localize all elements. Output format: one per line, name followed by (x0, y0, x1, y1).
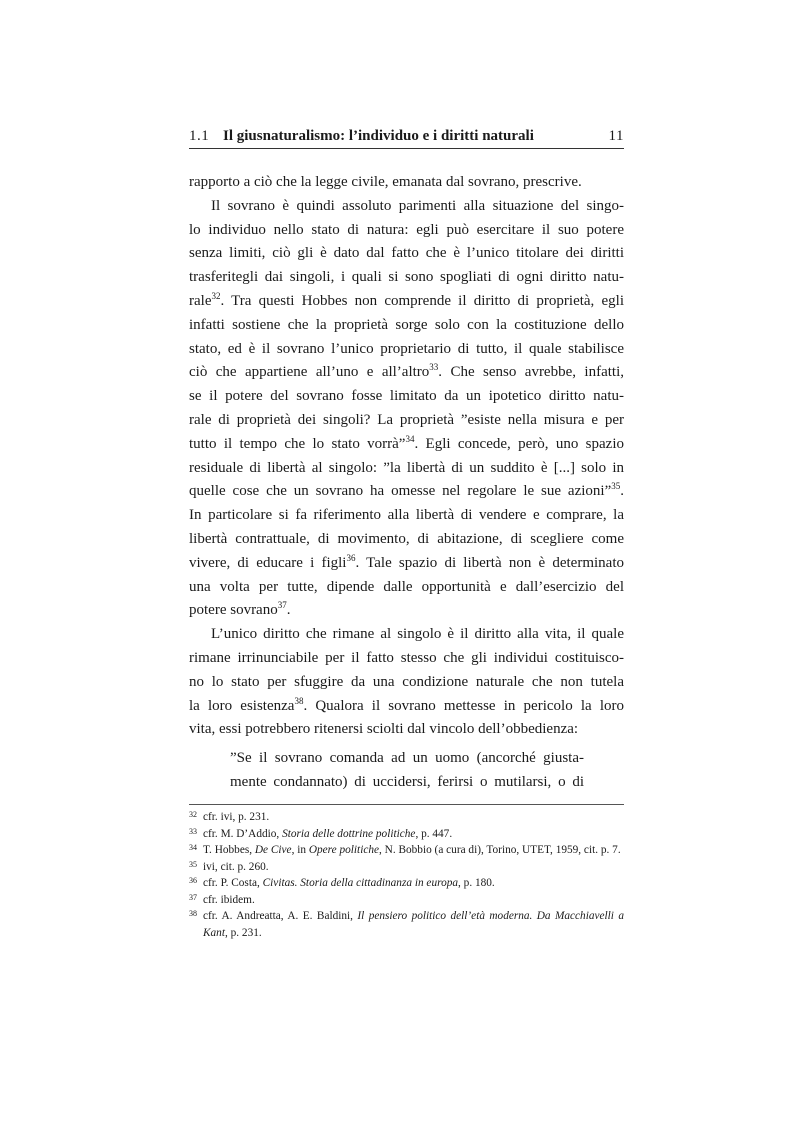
footnote-33: 33 cfr. M. D’Addio, Storia delle dottrine politiche, p. 447. (189, 826, 453, 840)
text-line: trasferitegli dai singoli, i quali si sono spogliati di ogni diritto natu- (189, 269, 624, 286)
text-line: rale di proprietà dei singoli? La proprietà ”esiste nella misura e per (189, 411, 624, 428)
footnote-separator (189, 804, 624, 805)
footnote-number: 38 (189, 909, 197, 918)
running-title: Il giusnaturalismo: l’individuo e i diritti naturali (223, 128, 534, 144)
footnote-number: 32 (189, 810, 197, 819)
footnotes (189, 809, 624, 941)
footnote-number: 33 (189, 826, 197, 836)
text-line: residuale di libertà al singolo: ”la libertà di un suddito è [...] solo in (189, 459, 624, 476)
footnote-38: 38 cfr. A. Andreatta, A. E. Baldini, Il pensiero politico dell’età moderna. Da Macchiavelli a Kant, p. 231. (189, 909, 624, 939)
running-header (189, 126, 624, 149)
footnote-marker[interactable]: 37 (277, 600, 287, 611)
footnote-marker[interactable]: 32 (211, 290, 221, 301)
footnote-marker[interactable]: 35 (611, 481, 621, 492)
text-line: ciò che appartiene all’uno e all’altro$^{33}$. Che senso avrebbe, infatti, (189, 362, 624, 381)
quote-line: mente condannato) di uccidersi, ferirsi o mutilarsi, o di (230, 773, 584, 790)
text-line: no lo stato per sfuggire da una condizione naturale che non tutela (189, 673, 624, 690)
text-line: tutto il tempo che lo stato vorrà”$^{34}$. Egli concede, però, uno spazio (189, 433, 624, 452)
footnote-37: 37 cfr. ibidem. (189, 892, 255, 906)
footnote-number: 37 (189, 892, 197, 902)
text-line: Il sovrano è quindi assoluto parimenti alla situazione del singo- (211, 197, 624, 214)
text-line: rapporto a ciò che la legge civile, emanata dal sovrano, prescrive. (189, 174, 582, 190)
footnote-number: 36 (189, 876, 197, 885)
text-line: stato, ed è il sovrano l’unico proprietario di tutto, il quale stabilisce (189, 340, 624, 357)
text-line: una volta per tutte, dipende dalle opportunità e dall’esercizio del (189, 578, 624, 595)
footnote-36: 36 cfr. P. Costa, Civitas. Storia della cittadinanza in europa, p. 180. (189, 876, 495, 889)
text-line: senza limiti, ciò gli è dato dal fatto che è l’unico titolare dei diritti (189, 245, 624, 262)
footnote-32: 32 cfr. ivi, p. 231. (189, 810, 270, 823)
footnote-35: 35 ivi, cit. p. 260. (189, 859, 269, 873)
text-line: lo individuo nello stato di natura: egli può esercitare il suo potere (189, 221, 624, 238)
text-line: la loro esistenza$^{38}$. Qualora il sovrano mettesse in pericolo la loro (189, 695, 624, 714)
text-line: se il potere del sovrano fosse limitato da un ipotetico diritto natu- (189, 388, 624, 405)
footnote-marker[interactable]: 34 (405, 433, 415, 444)
text-line: potere sovrano$^{37}$. (189, 600, 291, 619)
text-line: L’unico diritto che rimane al singolo è il diritto alla vita, il quale (211, 626, 624, 643)
block-quote (230, 747, 584, 795)
text-line: rimane irrinunciabile per il fatto stesso che gli individui costituisco- (189, 649, 624, 666)
page-number: 11 (608, 128, 624, 144)
footnote-marker[interactable]: 36 (346, 552, 356, 563)
section-number: 1.1 (189, 128, 210, 144)
footnote-marker[interactable]: 38 (294, 695, 304, 706)
footnote-number: 34 (189, 843, 197, 852)
text-line: vivere, di educare i figli$^{36}$. Tale spazio di libertà non è determinato (189, 552, 624, 571)
text-line: infatti sostiene che la proprietà sorge solo con la costituzione dello (189, 316, 624, 333)
text-line: vita, essi potrebbero ritenersi sciolti dal vincolo dell’obbedienza: (189, 721, 579, 738)
footnote-34: 34 T. Hobbes, De Cive, in Opere politiche, N. Bobbio (a cura di), Torino, UTET, 1959, cit. p. 7. (189, 843, 621, 856)
text-line: In particolare si fa riferimento alla libertà di vendere e comprare, la (189, 507, 624, 524)
body-text (189, 171, 624, 742)
footnote-number: 35 (189, 859, 197, 869)
quote-line: ”Se il sovrano comanda ad un uomo (ancorché giusta- (230, 750, 584, 766)
text-line: quelle cose che un sovrano ha omesse nel regolare le sue azioni”$^{35}$. (189, 481, 624, 500)
text-line: rale$^{32}$. Tra questi Hobbes non comprende il diritto di proprietà, egli (189, 290, 624, 309)
text-line: libertà contrattuale, di movimento, di abitazione, di scegliere come (189, 530, 624, 547)
footnote-marker[interactable]: 33 (429, 362, 439, 373)
